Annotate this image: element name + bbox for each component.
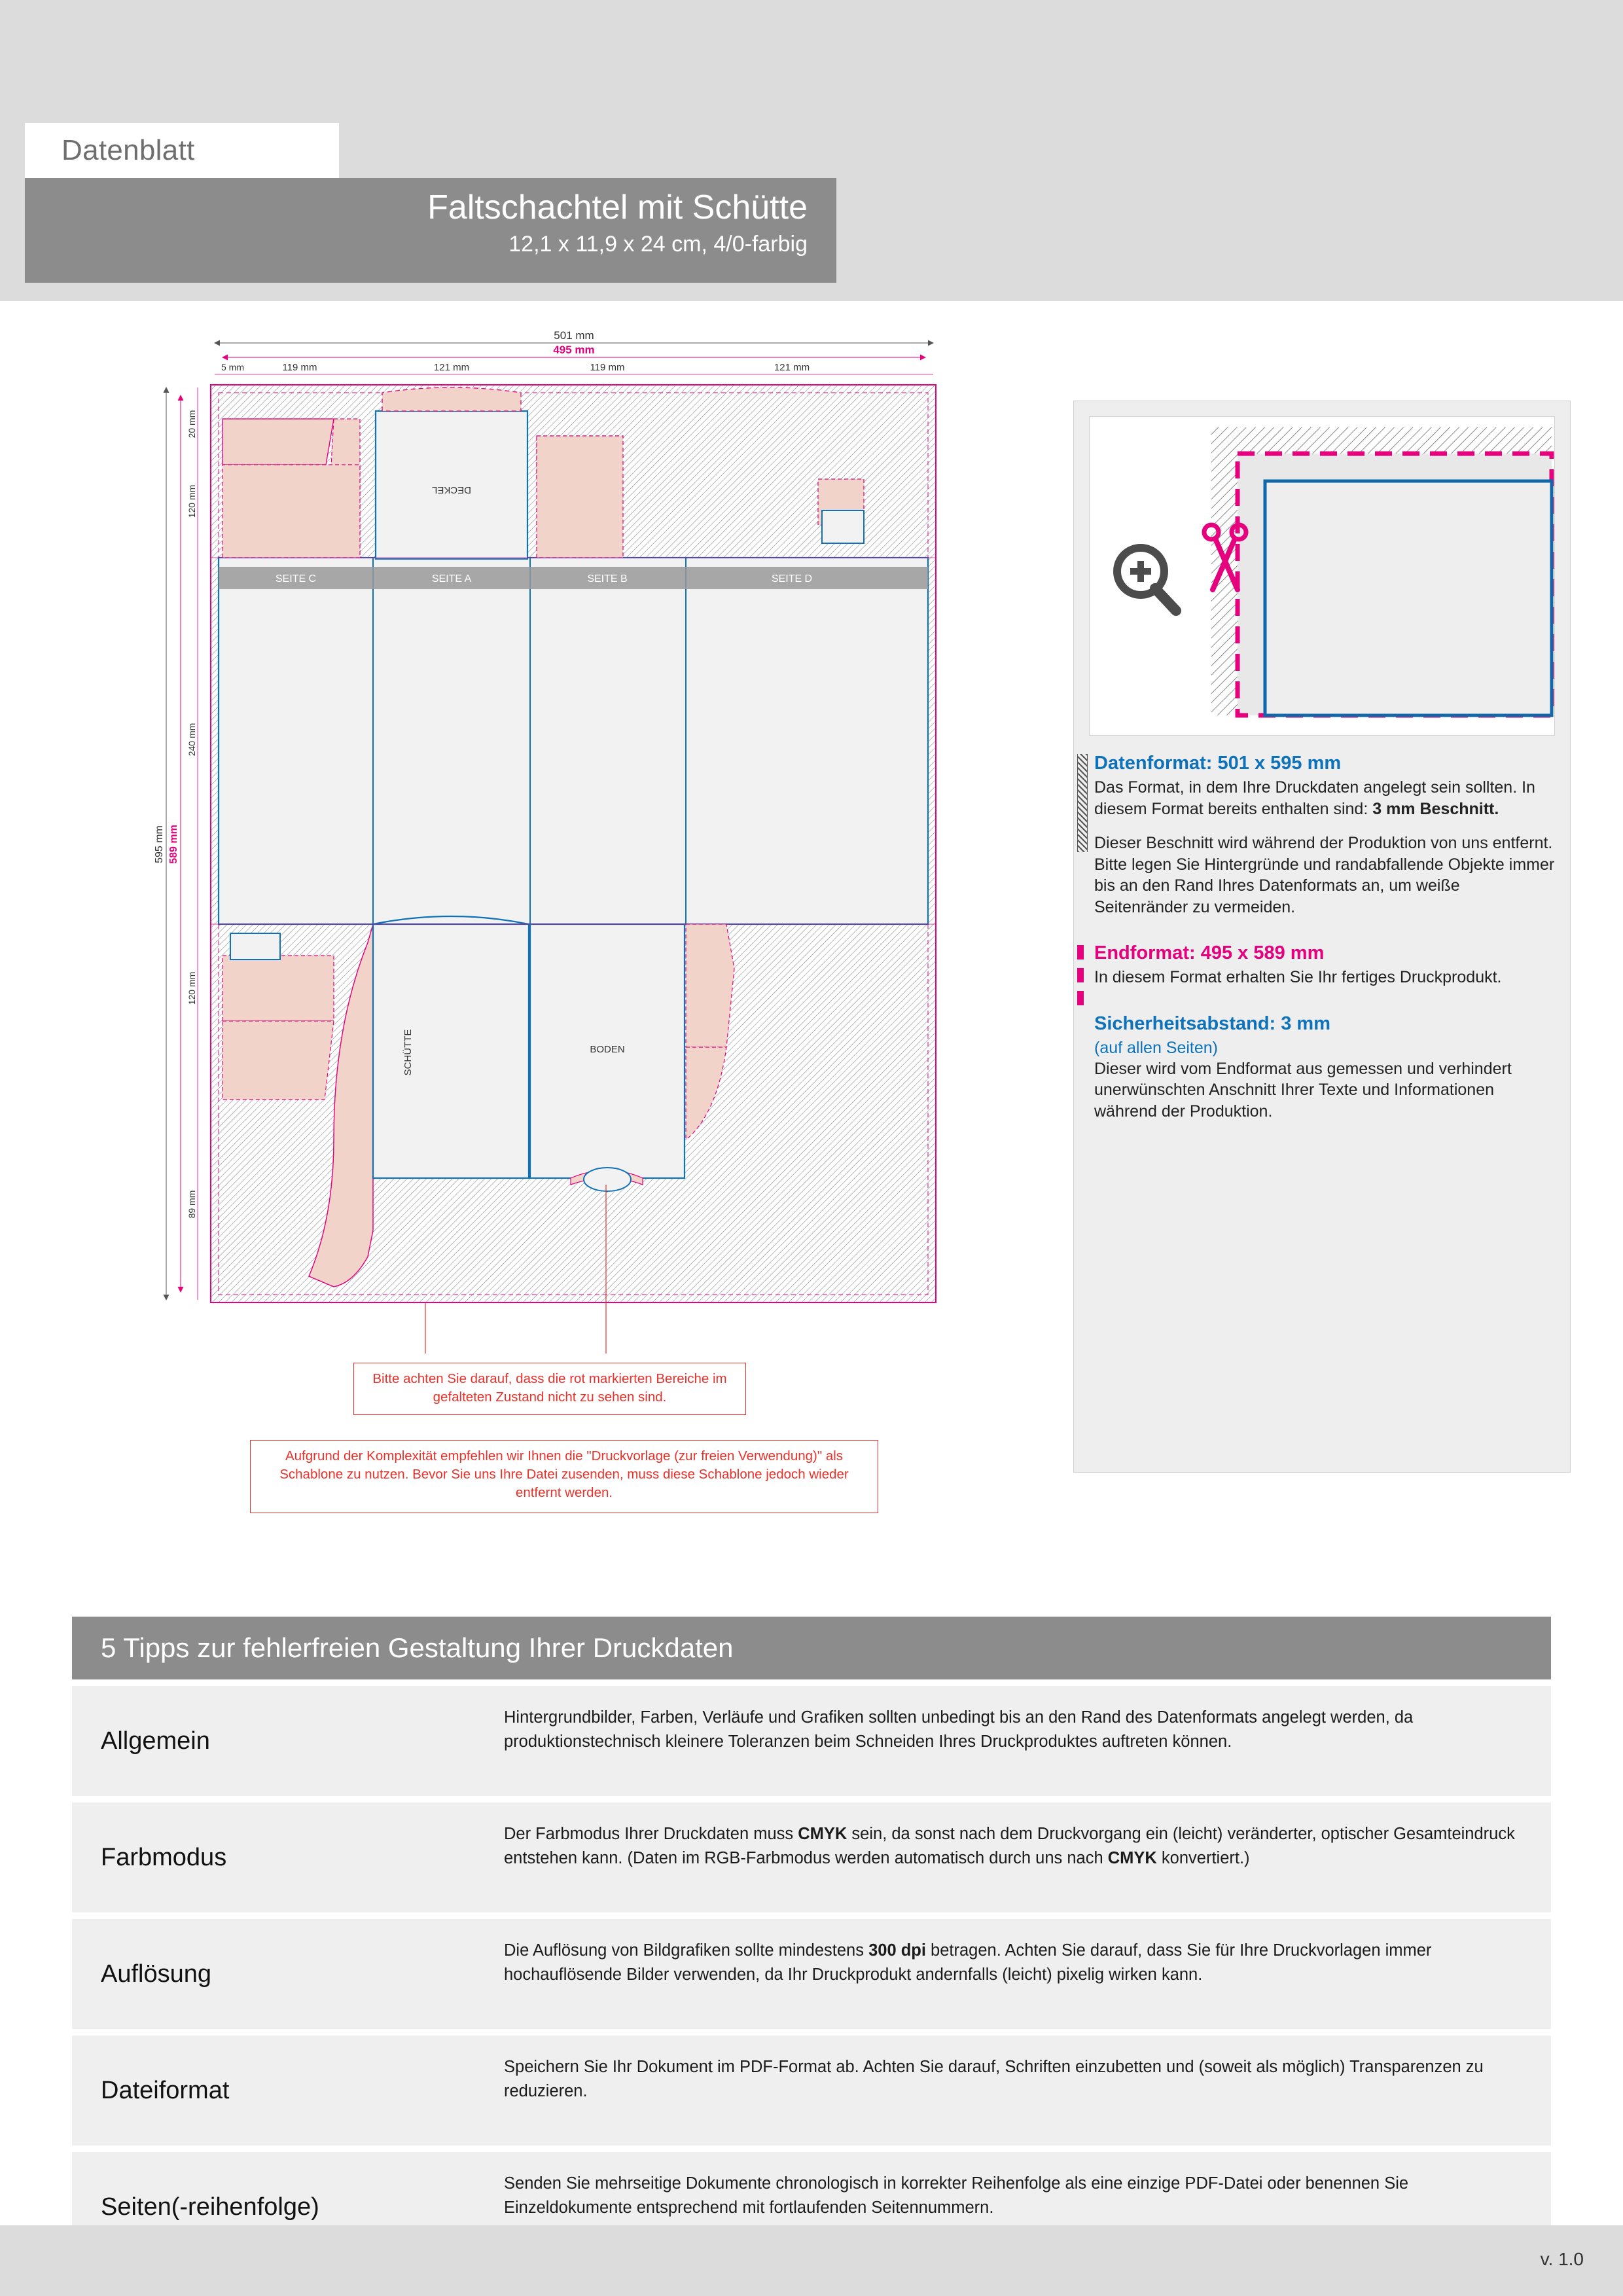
svg-text:SEITE A: SEITE A — [431, 573, 472, 584]
version-label: v. 1.0 — [1540, 2249, 1584, 2269]
svg-text:89 mm: 89 mm — [187, 1190, 197, 1219]
datenformat-title: Datenformat: 501 x 595 mm — [1094, 753, 1342, 774]
svg-text:DECKEL: DECKEL — [431, 484, 472, 495]
tip-text-farbmodus: Der Farbmodus Ihrer Druckdaten muss CMYK sein, da sonst nach dem Druckvorgang ein (leicht) veränderter, optischer Gesamteindruck entstehen kann. (Daten im RGB-Farbmodus werden automatisch durch uns nach CMYK konvertiert.) — [504, 1825, 1515, 1867]
sicherheitsabstand-block — [1094, 1013, 1555, 1122]
svg-text:5 mm: 5 mm — [221, 362, 244, 372]
endformat-block — [1094, 942, 1555, 988]
endformat-title: Endformat: 495 x 589 mm — [1094, 942, 1325, 963]
datenformat-text-2: Dieser Beschnitt wird während der Produktion von uns entfernt. Bitte legen Sie Hintergründe und randabfallende Objekte immer bis an den Rand Ihres Datenformats an, um weiße Seitenränder zu vermeiden. — [1094, 834, 1555, 916]
svg-text:120 mm: 120 mm — [187, 484, 197, 518]
sicherheitsabstand-text: Dieser wird vom Endformat aus gemessen und verhindert unerwünschten Anschnitt Ihrer Texte und Informationen während der Produktion. — [1094, 1059, 1512, 1121]
svg-text:495 mm: 495 mm — [553, 344, 595, 356]
svg-text:120 mm: 120 mm — [187, 971, 197, 1005]
tip-label-farbmodus: Farbmodus — [101, 1843, 227, 1871]
dieline-drawing — [137, 314, 1067, 1545]
tip-label-dateiformat: Dateiformat — [101, 2076, 230, 2104]
header-tab — [25, 123, 339, 178]
footer-band — [0, 2225, 1623, 2296]
page-subtitle: 12,1 x 11,9 x 24 cm, 4/0-farbig — [508, 232, 808, 257]
sicherheitsabstand-title: Sicherheitsabstand: 3 mm — [1094, 1013, 1330, 1034]
datenformat-block — [1094, 753, 1555, 918]
magnifier-plus-icon — [1117, 548, 1176, 611]
svg-text:SCHÜTTE: SCHÜTTE — [402, 1029, 414, 1076]
svg-text:121 mm: 121 mm — [433, 362, 470, 373]
sicherheitsabstand-sub: (auf allen Seiten) — [1094, 1038, 1219, 1057]
dieline-note-red-1: Bitte achten Sie darauf, dass die rot markierten Bereiche im gefalteten Zustand nicht zu sehen sind. — [353, 1363, 746, 1415]
bleed-hatch-marker — [1077, 754, 1088, 852]
tip-row — [72, 1919, 1551, 2029]
page-title: Faltschachtel mit Schütte — [427, 188, 808, 226]
svg-text:SEITE C: SEITE C — [275, 573, 317, 584]
tips-heading: 5 Tipps zur fehlerfreien Gestaltung Ihrer Druckdaten — [72, 1617, 1551, 1679]
tip-text-dateiformat: Speichern Sie Ihr Dokument im PDF-Format ab. Achten Sie darauf, Schriften einzubetten und (soweit als möglich) Transparenzen zu reduzieren. — [504, 2058, 1484, 2100]
tip-text-aufloesung: Die Auflösung von Bildgrafiken sollte mindestens 300 dpi betragen. Achten Sie darauf, dass Sie für Ihre Druckvorlagen immer hochauflösende Bilder verwenden, da Ihr Druckprodukt andernfalls (leicht) pixelig wirken kann. — [504, 1941, 1432, 1984]
tip-row — [72, 2036, 1551, 2145]
svg-text:121 mm: 121 mm — [774, 362, 810, 373]
tip-label-seitenreihenfolge: Seiten(-reihenfolge) — [101, 2193, 319, 2221]
svg-text:SEITE D: SEITE D — [771, 573, 813, 584]
tip-label-aufloesung: Auflösung — [101, 1960, 212, 1988]
datenformat-text-1: Das Format, in dem Ihre Druckdaten angelegt sein sollten. In diesem Format bereits enthalten sind: 3 mm Beschnitt. — [1094, 778, 1535, 818]
endformat-text: In diesem Format erhalten Sie Ihr fertiges Druckprodukt. — [1094, 968, 1502, 986]
header-title-box — [25, 178, 836, 283]
datenformat-bleed: 3 mm Beschnitt. — [1372, 799, 1499, 818]
header-tab-label: Datenblatt — [62, 134, 195, 166]
info-body — [1094, 753, 1555, 1453]
endformat-dash-marker — [1077, 945, 1084, 1018]
svg-text:119 mm: 119 mm — [282, 362, 317, 373]
tip-label-allgemein: Allgemein — [101, 1727, 210, 1755]
tip-row — [72, 1803, 1551, 1912]
svg-text:119 mm: 119 mm — [590, 362, 625, 373]
tip-text-seitenreihenfolge: Senden Sie mehrseitige Dokumente chronologisch in korrekter Reihenfolge als eine einzige PDF-Datei oder benennen Sie Einzeldokumente entsprechend mit fortlaufenden Seitennummern. — [504, 2174, 1409, 2217]
svg-text:595 mm: 595 mm — [154, 825, 165, 863]
svg-text:20 mm: 20 mm — [187, 410, 197, 439]
dieline-note-red-2: Aufgrund der Komplexität empfehlen wir Ihnen die "Druckvorlage (zur freien Verwendung)" als Schablone zu nutzen. Bevor Sie uns Ihre Datei zusenden, muss diese Schablone jedoch wieder entfernt werden. — [250, 1440, 878, 1513]
svg-text:589 mm: 589 mm — [168, 825, 179, 864]
bleed-illustration — [1089, 416, 1555, 736]
tip-row — [72, 1686, 1551, 1796]
svg-text:240 mm: 240 mm — [187, 723, 197, 757]
svg-text:BODEN: BODEN — [590, 1044, 625, 1055]
svg-text:501 mm: 501 mm — [554, 329, 594, 342]
tip-text-allgemein: Hintergrundbilder, Farben, Verläufe und Grafiken sollten unbedingt bis an den Rand des Datenformats angelegt werden, da produktionstechnisch kleinere Toleranzen beim Schneiden Ihres Druckproduktes auftreten können. — [504, 1708, 1414, 1751]
svg-text:SEITE B: SEITE B — [587, 573, 628, 584]
tips-section — [72, 1617, 1551, 2262]
